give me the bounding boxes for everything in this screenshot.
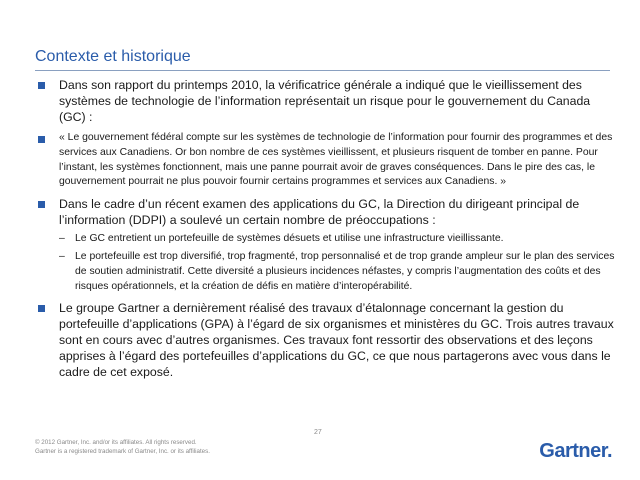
dash-marker: – <box>59 250 65 262</box>
bullet-item <box>35 300 615 380</box>
slide-title: Contexte et historique <box>35 48 191 65</box>
bullet-text: Dans son rapport du printemps 2010, la vérificatrice générale a indiqué que le vieillissement des systèmes de technologie de l’information représentait un risque pour le gouvernement du Canada (GC) : <box>59 78 591 124</box>
sub-item-text: Le portefeuille est trop diversifié, trop fragmenté, trop personnalisé et de trop grande ampleur sur le plan des services de soutien administratif. Cette diversité a plusieurs incidences néfastes, y compris l’augmentation des coûts et des risques opérationnels, et la création de défis en matière d’interopérabilité. <box>75 250 615 292</box>
title-divider <box>35 70 610 71</box>
page-number: 27 <box>314 429 322 436</box>
dash-marker: – <box>59 233 65 245</box>
bullet-item <box>35 196 615 228</box>
copyright-text: © 2012 Gartner, Inc. and/or its affiliates. All rights reserved. <box>35 439 197 446</box>
square-bullet-icon <box>38 82 45 89</box>
square-bullet-icon <box>38 305 45 312</box>
sub-list <box>59 232 615 294</box>
square-bullet-icon <box>38 201 45 208</box>
bullet-text: Le groupe Gartner a dernièrement réalisé des travaux d’étalonnage concernant la gestion du portefeuille d’applications (GPA) à l’égard de six organismes et ministères du GC. Trois autres travaux sont en cours avec d’autres organismes. Ces travaux font ressortir des observations et des leçons apprises à l’égard des portefeuilles d’applications du GC, ce que nous partagerons avec vous dans le cadre de cet exposé. <box>59 301 614 380</box>
bullet-text: Dans le cadre d’un récent examen des applications du GC, la Direction du dirigeant principal de l’information (DDPI) a soulevé un certain nombre de préoccupations : <box>59 197 580 228</box>
bullet-item-quote <box>35 131 615 190</box>
gartner-logo <box>539 440 612 463</box>
sub-item-text: Le GC entretient un portefeuille de systèmes désuets et utilise une infrastructure vieillissante. <box>75 233 504 245</box>
quote-text: « Le gouvernement fédéral compte sur les systèmes de technologie de l’information pour fournir des programmes et des services aux Canadiens. Or bon nombre de ces systèmes vieillissent, et plusieurs risquent de tomber en panne. Pour l’instant, les systèmes fonctionnent, mais une panne pourrait avoir de graves conséquences. Dans le pire des cas, le gouvernement pourrait ne plus pouvoir fournir certains programmes et services aux Canadiens. » <box>59 132 613 188</box>
footer-legal <box>35 438 210 456</box>
sub-list-item <box>59 250 615 294</box>
square-bullet-icon <box>38 136 45 143</box>
slide-content <box>35 77 615 386</box>
trademark-text: Gartner is a registered trademark of Gartner, Inc. or its affiliates. <box>35 448 210 455</box>
logo-wordmark: Gartner <box>539 440 607 462</box>
sub-list-item <box>59 232 615 247</box>
logo-dot: . <box>606 440 612 462</box>
bullet-item <box>35 77 615 125</box>
